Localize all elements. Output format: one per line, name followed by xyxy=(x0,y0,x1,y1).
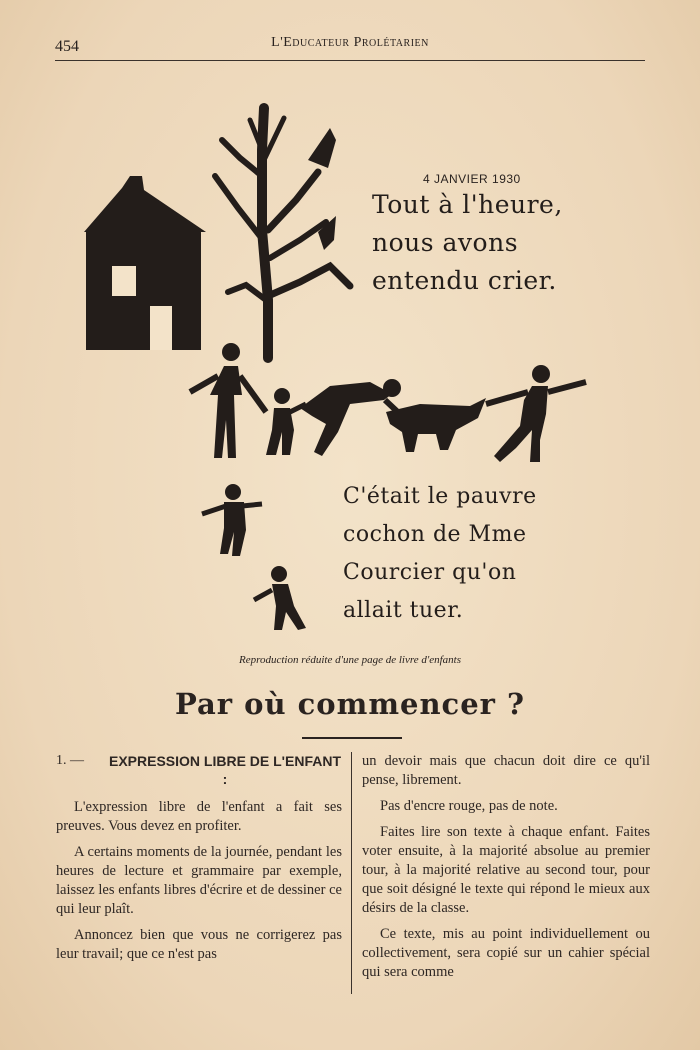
subhead-number: 1. — xyxy=(56,753,84,768)
article-column-right xyxy=(362,752,650,989)
subhead-text: EXPRESSION LIBRE DE L'ENFANT : xyxy=(108,753,342,787)
section-title: Par où commencer ? xyxy=(174,687,526,721)
pig-icon xyxy=(386,398,486,452)
paragraph: Ce texte, mis au point individuellement ou collectivement, sera copié sur un cahier spécial qui sera comme xyxy=(362,926,650,980)
family-figures-icon xyxy=(190,343,306,458)
story-line: nous avons xyxy=(372,228,519,257)
article-subhead xyxy=(56,752,342,788)
story-text-part2 xyxy=(343,478,537,630)
story-line: Tout à l'heure, xyxy=(372,190,563,219)
story-line: allait tuer. xyxy=(343,598,464,623)
title-rule xyxy=(302,737,402,739)
paragraph: Annoncez bien que vous ne corrigerez pas leur travail; que ce n'est pas xyxy=(56,927,342,962)
paragraph: Faites lire son texte à chaque enfant. Faites voter ensuite, à la majorité absolue au premier tour, à la majorité relative au second tour, pour que soit désigné le texte qui répond le mieux aux désirs de la classe. xyxy=(362,824,650,916)
small-child-icon xyxy=(254,566,306,630)
story-text-part1 xyxy=(372,186,563,300)
story-date: 4 JANVIER 1930 xyxy=(423,172,521,186)
man-leading-icon xyxy=(486,365,586,462)
man-pulling-icon xyxy=(300,379,402,456)
paragraph: Pas d'encre rouge, pas de note. xyxy=(380,798,558,814)
child-figure-icon xyxy=(202,484,262,556)
paragraph: A certains moments de la journée, pendant les heures de lecture et grammaire par exemple, laissez les enfants libres d'écrire et de dessiner ce qui leur plaît. xyxy=(56,844,342,917)
house-icon xyxy=(84,176,206,350)
running-title: L'Educateur Prolétarien xyxy=(271,35,429,50)
paragraph: L'expression libre de l'enfant a fait ses preuves. Vous devez en profiter. xyxy=(56,799,342,834)
paragraph: un devoir mais que chacun doit dire ce qu'il pense, librement. xyxy=(362,753,650,788)
story-line: C'était le pauvre xyxy=(343,484,537,509)
story-line: Courcier qu'on xyxy=(343,560,517,585)
story-line: cochon de Mme xyxy=(343,522,527,547)
column-divider xyxy=(351,752,352,994)
page-number: 454 xyxy=(55,38,79,55)
illustration-caption: Reproduction réduite d'une page de livre d'enfants xyxy=(238,654,461,666)
article-column-left xyxy=(56,752,342,971)
story-line: entendu crier. xyxy=(372,266,557,295)
